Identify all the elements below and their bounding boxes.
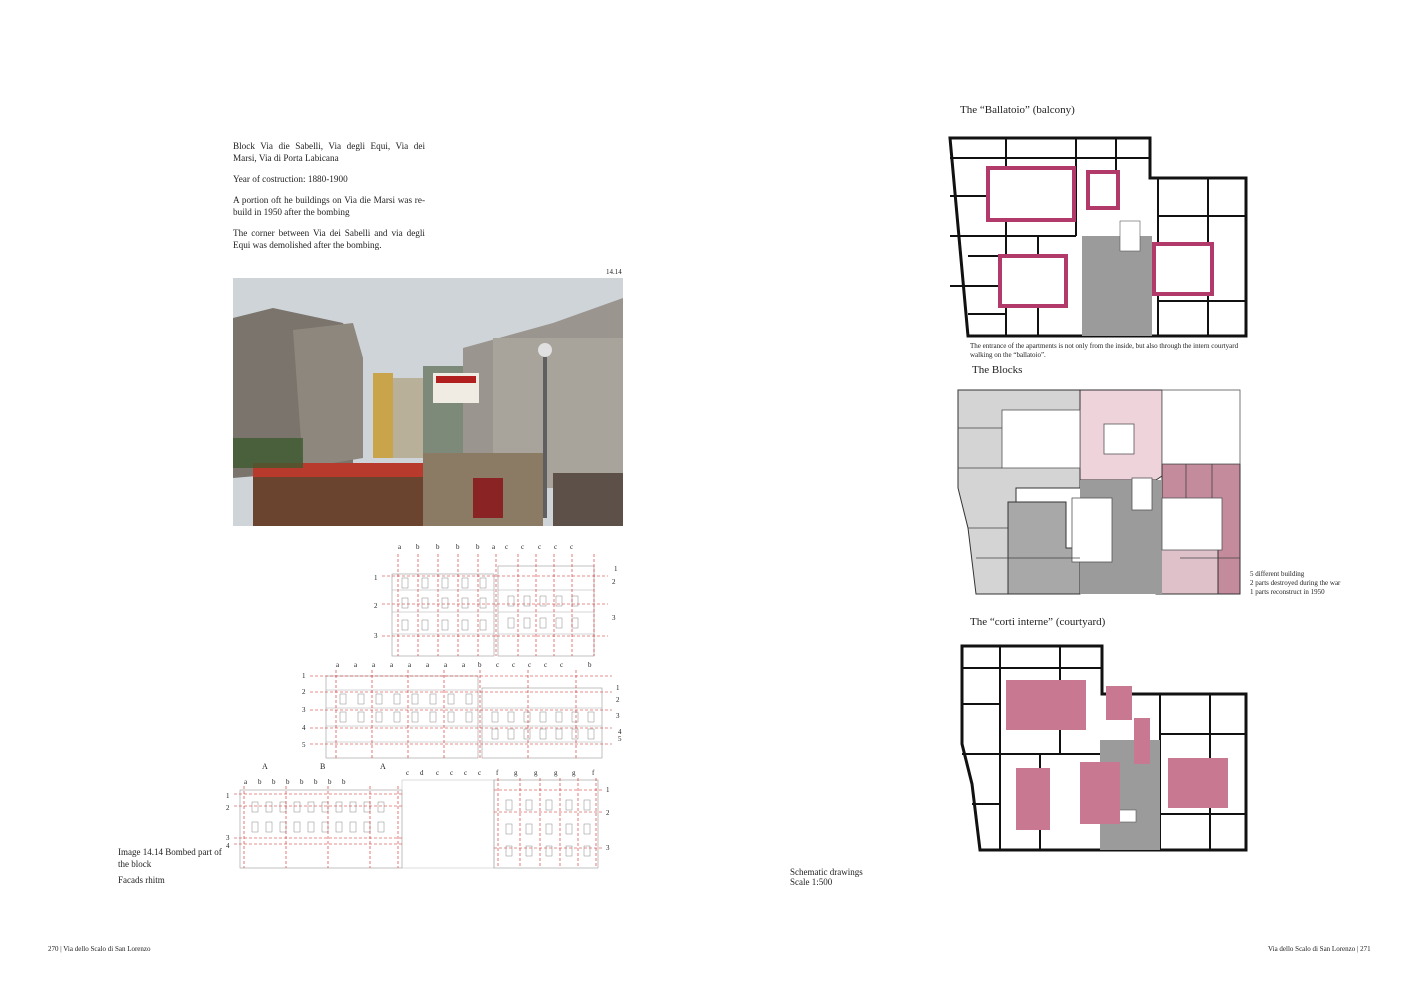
facade-row1-top-1: b <box>416 543 420 551</box>
facade-row3-top-3: b <box>286 778 290 786</box>
plan1-caption: The entrance of the apartments is not only from the inside, but also through the intern courtyard walking on the “ballatoio”. <box>970 342 1239 359</box>
facade-row1-right-0: 1 <box>614 565 618 573</box>
facade-row3-labels <box>226 762 610 852</box>
facade-row3-left-0: 1 <box>226 792 230 800</box>
facade-row3-top-16: g <box>534 769 538 777</box>
facade-row-1 <box>368 540 630 658</box>
facade-row2-right-3: 4 <box>618 728 622 736</box>
left-footer: 270 | Via dello Scalo di San Lorenzo <box>48 945 151 953</box>
facade-row2-top-12: c <box>544 661 548 669</box>
facade-row1-left-2: 3 <box>374 632 378 640</box>
plan3-title: The “corti interne” (courtyard) <box>970 616 1106 628</box>
facade-row2-top-14: b <box>588 661 592 669</box>
facade-row1-top-5: a <box>492 543 496 551</box>
facade-row3-right-0: 1 <box>606 786 610 794</box>
facade-row2-top-7: a <box>462 661 466 669</box>
facade-row1-right-2: 3 <box>612 614 616 622</box>
facade-row2-left-0: 1 <box>302 672 306 680</box>
facade-row1-top-10: c <box>570 543 574 551</box>
facade-row2-right-2: 3 <box>616 712 620 720</box>
facade-row2-top-9: c <box>496 661 500 669</box>
intro-paragraph-3: A portion oft he buildings on Via die Marsi was re-build in 1950 after the bombing <box>233 195 425 217</box>
facade-row-2 <box>296 658 636 760</box>
facade-row1-left-0: 1 <box>374 574 378 582</box>
facade-row3-big-2: A <box>380 762 386 771</box>
facade-row2-left-4: 5 <box>302 741 306 749</box>
facade-row3-top-14: f <box>496 769 499 777</box>
facade-row3-top-11: c <box>450 769 454 777</box>
plan-ballatoio <box>948 136 1248 340</box>
plan-blocks <box>956 388 1246 596</box>
facade-row1-top-7: c <box>521 543 525 551</box>
image-caption: Image 14.14 Bombed part of the block <box>118 847 222 869</box>
facade-row2-top-10: c <box>512 661 516 669</box>
plan-courtyards <box>960 644 1250 854</box>
facade-row3-right-2: 3 <box>606 844 610 852</box>
facade-row2-top-8: b <box>478 661 482 669</box>
facade-row3-top-19: f <box>592 769 595 777</box>
facade-row2-top-3: a <box>390 661 394 669</box>
facade-row3-left-3: 4 <box>226 842 230 850</box>
facade-row1-right-1: 2 <box>612 578 616 586</box>
facade-row2-top-13: c <box>560 661 564 669</box>
facade-row3-big-1: B <box>320 762 326 771</box>
facade-row2-top-2: a <box>372 661 376 669</box>
facade-row1-top-9: c <box>554 543 558 551</box>
plan2-note-2: 2 parts destroyed during the war <box>1250 579 1341 587</box>
facade-row3-top-7: b <box>342 778 346 786</box>
facade-row2-top-5: a <box>426 661 430 669</box>
facade-row3-top-8: c <box>406 769 410 777</box>
schematic-note: Schematic drawings <box>790 867 863 877</box>
right-footer: Via dello Scalo di San Lorenzo | 271 <box>1268 945 1371 953</box>
plan1-title: The “Ballatoio” (balcony) <box>960 104 1075 116</box>
facade-row1-top-6: c <box>505 543 509 551</box>
scale-note: Scale 1:500 <box>790 877 833 887</box>
facade-row1-top-2: b <box>436 543 440 551</box>
intro-paragraph-2: Year of costruction: 1880-1900 <box>233 174 348 184</box>
facade-row3-top-17: g <box>554 769 558 777</box>
facade-row2-left-3: 4 <box>302 724 306 732</box>
facade-row3-top-15: g <box>514 769 518 777</box>
facade-row2-right-1: 2 <box>616 696 620 704</box>
facade-row3-top-4: b <box>300 778 304 786</box>
facade-row2-right-0: 1 <box>616 684 620 692</box>
facade-row3-top-1: b <box>258 778 262 786</box>
facade-row1-top-3: b <box>456 543 460 551</box>
facade-row3-top-10: c <box>436 769 440 777</box>
facade-row2-top-6: a <box>444 661 448 669</box>
facade-row3-top-18: g <box>572 769 576 777</box>
facade-row3-top-5: b <box>314 778 318 786</box>
facade-row2-left-1: 2 <box>302 688 306 696</box>
plan2-title: The Blocks <box>972 364 1023 376</box>
facade-row3-top-6: b <box>328 778 332 786</box>
facade-row3-top-2: b <box>272 778 276 786</box>
street-photo <box>233 278 623 526</box>
facade-caption: Facads rhitm <box>118 875 165 885</box>
facade-row2-top-0: a <box>336 661 340 669</box>
intro-paragraph-4: The corner between Via dei Sabelli and via degli Equi was demolished after the bombing. <box>233 228 425 250</box>
facade-row2-right-4: 5 <box>618 735 622 743</box>
facade-row3-top-13: c <box>478 769 482 777</box>
facade-row3-big-0: A <box>262 762 268 771</box>
facade-row1-left-1: 2 <box>374 602 378 610</box>
facade-row3-top-9: d <box>420 769 424 777</box>
image-number: 14.14 <box>606 268 622 276</box>
facade-row1-top-4: b <box>476 543 480 551</box>
plan2-note-1: 5 different building <box>1250 570 1305 578</box>
facade-row3-top-12: c <box>464 769 468 777</box>
facade-row2-top-11: c <box>528 661 532 669</box>
facade-row1-top-0: a <box>398 543 402 551</box>
facade-row-3 <box>222 760 614 872</box>
facade-row2-labels <box>302 661 622 749</box>
street-photo-drawing <box>233 278 623 526</box>
facade-row2-top-1: a <box>354 661 358 669</box>
facade-row2-left-2: 3 <box>302 706 306 714</box>
facade-row3-right-1: 2 <box>606 809 610 817</box>
facade-row3-left-2: 3 <box>226 834 230 842</box>
facade-row1-top-8: c <box>538 543 542 551</box>
intro-text <box>233 140 425 260</box>
facade-row3-left-1: 2 <box>226 804 230 812</box>
plan2-notes <box>1250 570 1360 597</box>
plan2-note-3: 1 parts reconstruct in 1950 <box>1250 588 1325 596</box>
facade-row3-top-0: a <box>244 778 248 786</box>
facade-row2-top-4: a <box>408 661 412 669</box>
intro-paragraph-1: Block Via die Sabelli, Via degli Equi, Via dei Marsi, Via di Porta Labicana <box>233 141 425 163</box>
